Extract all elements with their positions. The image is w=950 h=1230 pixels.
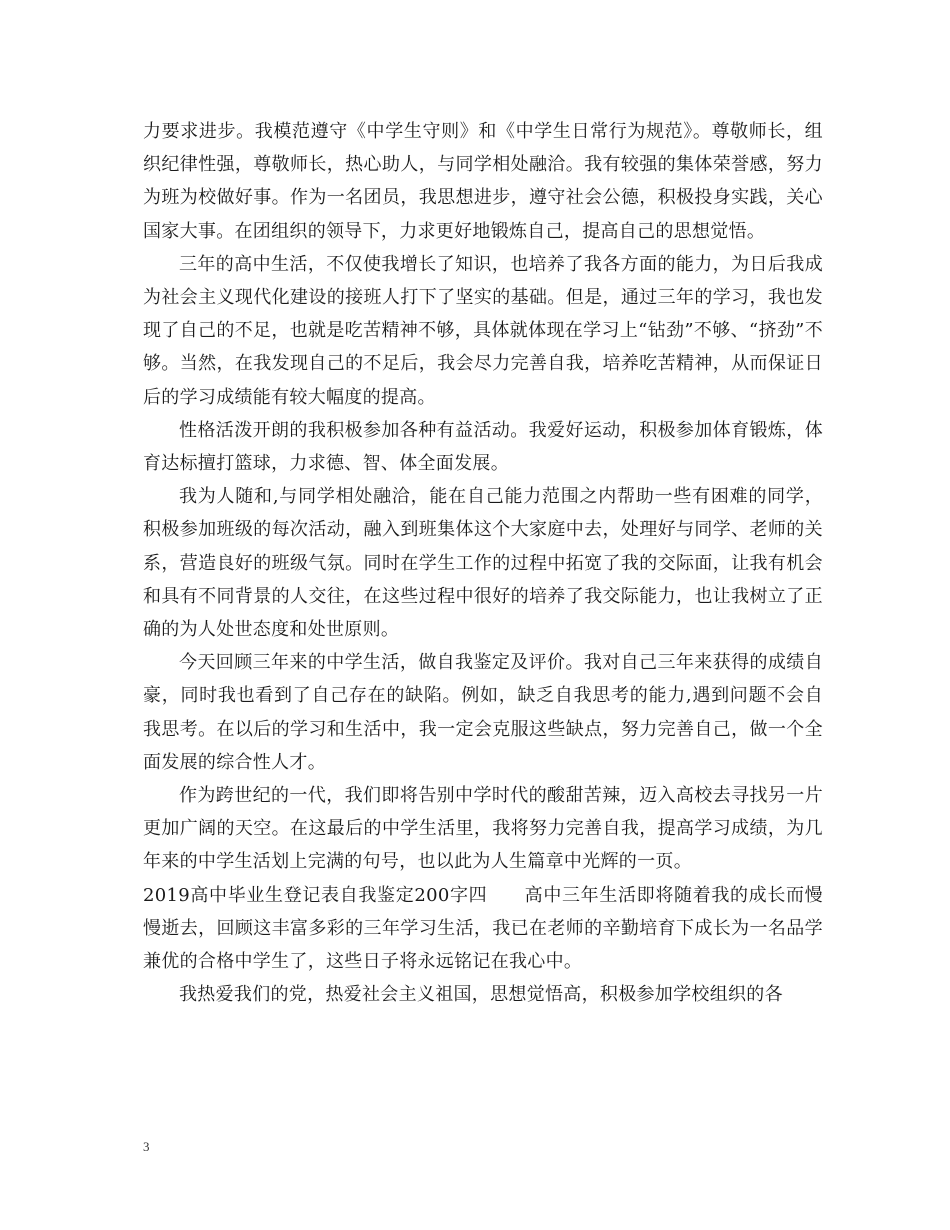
paragraph-1: 力要求进步。我模范遵守《中学生守则》和《中学生日常行为规范》。尊敬师长，组织纪律性强，尊敬师长，热心助人，与同学相处融洽。我有较强的集体荣誉感，努力为班为校做好事。作为一名团员，我思想进步，遵守社会公德，积极投身实践，关心国家大事。在团组织的领导下，力求更好地锻炼自己，提高自己的思想觉悟。: [143, 121, 823, 242]
body-text: [143, 115, 823, 1011]
paragraph-2: 三年的高中生活，不仅使我增长了知识，也培养了我各方面的能力，为日后我成为社会主义现代化建设的接班人打下了坚实的基础。但是，通过三年的学习，我也发现了自己的不足，也就是吃苦精神不够，具体就体现在学习上“钻劲”不够、“挤劲”不够。当然，在我发现自己的不足后，我会尽力完善自我，培养吃苦精神，从而保证日后的学习成绩能有较大幅度的提高。: [143, 253, 823, 408]
paragraph-7: 2019高中毕业生登记表自我鉴定200字四 高中三年生活即将随着我的成长而慢慢逝去，回顾这丰富多彩的三年学习生活，我已在老师的辛勤培育下成长为一名品学兼优的合格中学生了，这些日子将永远铭记在我心中。: [143, 884, 823, 973]
paragraph-5: 今天回顾三年来的中学生活，做自我鉴定及评价。我对自己三年来获得的成绩自豪，同时我也看到了自己存在的缺陷。例如，缺乏自我思考的能力,遇到问题不会自我思考。在以后的学习和生活中，我一定会克服这些缺点，努力完善自己，做一个全面发展的综合性人才。: [143, 652, 823, 773]
paragraph-6: 作为跨世纪的一代，我们即将告别中学时代的酸甜苦辣，迈入高校去寻找另一片更加广阔的天空。在这最后的中学生活里，我将努力完善自我，提高学习成绩，为几年来的中学生活划上完满的句号，也以此为人生篇章中光辉的一页。: [143, 785, 823, 873]
paragraph-4: 我为人随和,与同学相处融洽，能在自己能力范围之内帮助一些有困难的同学，积极参加班级的每次活动，融入到班集体这个大家庭中去，处理好与同学、老师的关系，营造良好的班级气氛。同时在学生工作的过程中拓宽了我的交际面，让我有机会和具有不同背景的人交往，在这些过程中很好的培养了我交际能力，也让我树立了正确的为人处世态度和处世原则。: [143, 486, 823, 641]
page-number: 3: [143, 1139, 150, 1154]
paragraph-3: 性格活泼开朗的我积极参加各种有益活动。我爱好运动，积极参加体育锻炼，体育达标擅打篮球，力求德、智、体全面发展。: [143, 419, 823, 475]
paragraph-8: 我热爱我们的党，热爱社会主义祖国，思想觉悟高，积极参加学校组织的各: [179, 984, 783, 1006]
